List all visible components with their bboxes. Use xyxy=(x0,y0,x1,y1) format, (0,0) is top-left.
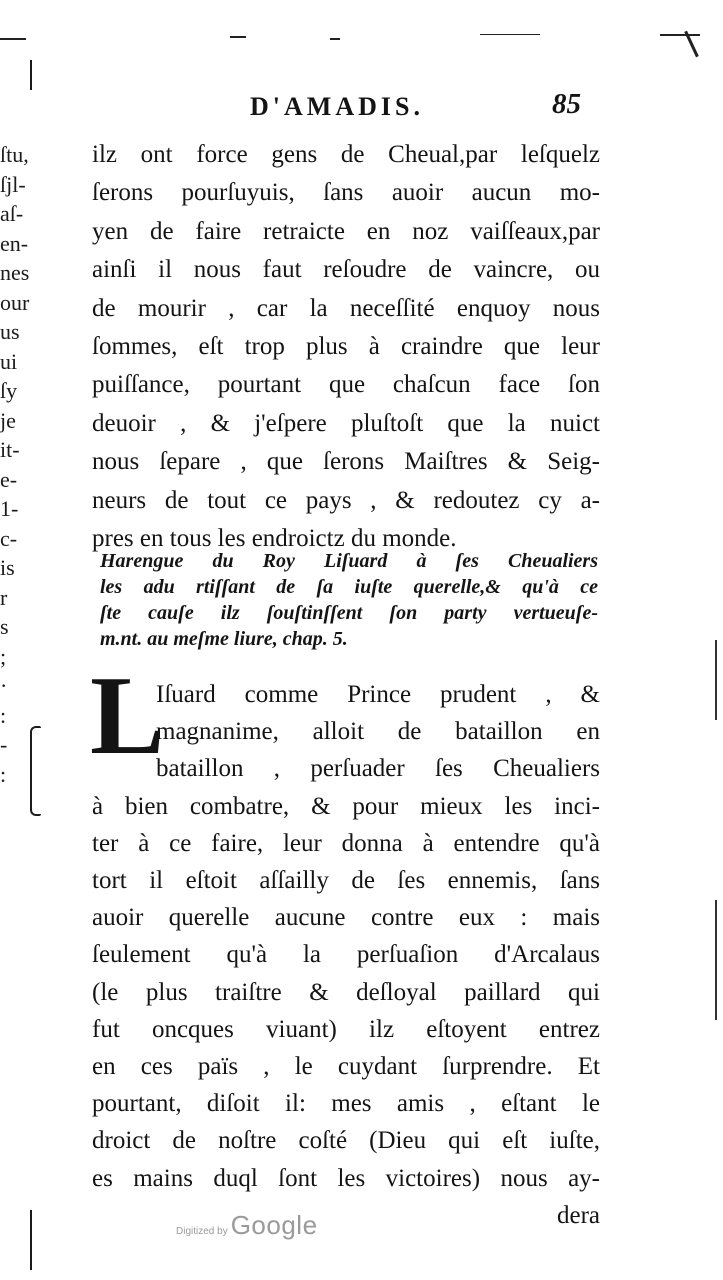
scan-artifact xyxy=(30,60,32,90)
text-line: yen de faire retraicte en noz vaiſſeaux,par xyxy=(92,217,600,245)
margin-fragment: ſjl- xyxy=(0,171,26,197)
text-line: neurs de tout ce pays , & redoutez cy a- xyxy=(92,486,600,514)
text-line: à bien combatre, & pour mieux les inci- xyxy=(92,792,600,820)
text-line: bataillon , perſuader ſes Cheualiers xyxy=(156,755,600,783)
margin-fragment: e- xyxy=(0,466,18,492)
credit-prefix: Digitized by xyxy=(176,1226,228,1237)
text-line: deuoir , & j'eſpere pluſtoſt que la nuict xyxy=(92,409,600,437)
text-line: nous ſepare , que ſerons Maiſtres & Seig- xyxy=(92,448,600,476)
text-line: auoir querelle aucune contre eux : mais xyxy=(92,904,600,932)
chapter-heading xyxy=(100,548,598,652)
margin-fragment: ui xyxy=(0,348,18,374)
scan-artifact xyxy=(715,900,717,1020)
text-line: ter à ce faire, leur donna à entendre qu'à xyxy=(92,829,600,857)
text-line: magnanime, alloit de bataillon en xyxy=(156,718,600,746)
text-line: droict de noſtre coſté (Dieu qui eſt iuſte, xyxy=(92,1127,600,1155)
heading-line: m.nt. au meſme liure, chap. 5. xyxy=(100,628,348,650)
text-line: fut oncques viuant) ilz eſtoyent entrez xyxy=(92,1015,600,1043)
margin-fragment: our xyxy=(0,289,30,315)
margin-fragment: aſ- xyxy=(0,201,24,226)
text-line: ſerons pourſuyuis, ſans auoir aucun mo- xyxy=(92,179,600,207)
page-number: 85 xyxy=(552,88,581,120)
margin-fragment: ſtu, xyxy=(0,142,29,167)
paragraph-2 xyxy=(90,654,600,1234)
text-line: pres en tous les endroictz du monde. xyxy=(92,525,457,553)
scan-artifact xyxy=(230,36,246,38)
margin-fragment: 1- xyxy=(0,496,19,521)
text-line: ſommes, eſt trop plus à craindre que leur xyxy=(92,333,600,361)
text-line: dera xyxy=(556,1201,600,1229)
scan-artifact xyxy=(30,1210,32,1270)
margin-fragment: it- xyxy=(0,437,20,462)
text-line: puiſſance, pourtant que chaſcun face ſon xyxy=(92,371,600,399)
google-wordmark: Google xyxy=(230,1210,318,1240)
scan-artifact xyxy=(480,34,540,35)
margin-bracket xyxy=(30,726,41,816)
text-line: es mains duql ſont les victoires) nous ay- xyxy=(92,1164,600,1192)
digitization-credit xyxy=(176,1210,318,1241)
margin-fragment: nes xyxy=(0,260,30,285)
scan-artifact xyxy=(330,38,340,40)
text-line: ainſi il nous faut reſoudre de vaincre, ou xyxy=(92,256,600,284)
text-line: de mourir , car la neceſſité enquoy nous xyxy=(92,294,600,322)
margin-fragment: : xyxy=(0,702,7,728)
margin-fragment: ; xyxy=(0,643,7,669)
margin-fragment: : xyxy=(0,761,7,787)
text-line: pourtant, diſoit il: mes amis , eſtant le xyxy=(92,1090,600,1118)
text-line: ſeulement qu'à la perſuaſion d'Arcalaus xyxy=(92,941,600,969)
heading-line: ſte cauſe ilz ſouſtinſſent ſon party vertueuſe- xyxy=(100,602,598,624)
margin-fragment: is xyxy=(0,555,15,580)
scan-artifact xyxy=(660,34,700,36)
margin-fragment: us xyxy=(0,319,20,344)
margin-fragment: - xyxy=(0,732,8,757)
drop-cap: L xyxy=(90,654,165,778)
heading-line: Harengue du Roy Liſuard à ſes Cheualiers xyxy=(100,550,598,572)
text-line: Iſuard comme Prince prudent , & xyxy=(156,681,600,708)
margin-fragment: · xyxy=(0,673,8,698)
text-line: (le plus traiſtre & deſloyal paillard qui xyxy=(92,978,600,1006)
margin-fragment: ſy xyxy=(0,378,18,403)
paragraph-1 xyxy=(92,136,600,558)
heading-line: les adu rtiſſant de ſa iuſte querelle,& qu'à ce xyxy=(100,576,598,598)
running-head: D'AMADIS. xyxy=(250,92,424,121)
margin-fragment: s xyxy=(0,614,9,639)
text-line: en ces païs , le cuydant ſurprendre. Et xyxy=(92,1053,600,1081)
text-line: ilz ont force gens de Cheual,par leſquelz xyxy=(92,141,600,168)
margin-fragment: r xyxy=(0,584,8,610)
scan-artifact xyxy=(0,38,26,40)
scan-artifact xyxy=(715,640,717,720)
text-line: tort il eſtoit aſſailly de ſes ennemis, ſans xyxy=(92,867,600,895)
margin-fragment: je xyxy=(0,407,16,433)
margin-fragment: c- xyxy=(0,525,18,551)
margin-fragment: en- xyxy=(0,230,29,256)
facing-page-margin xyxy=(0,140,52,789)
